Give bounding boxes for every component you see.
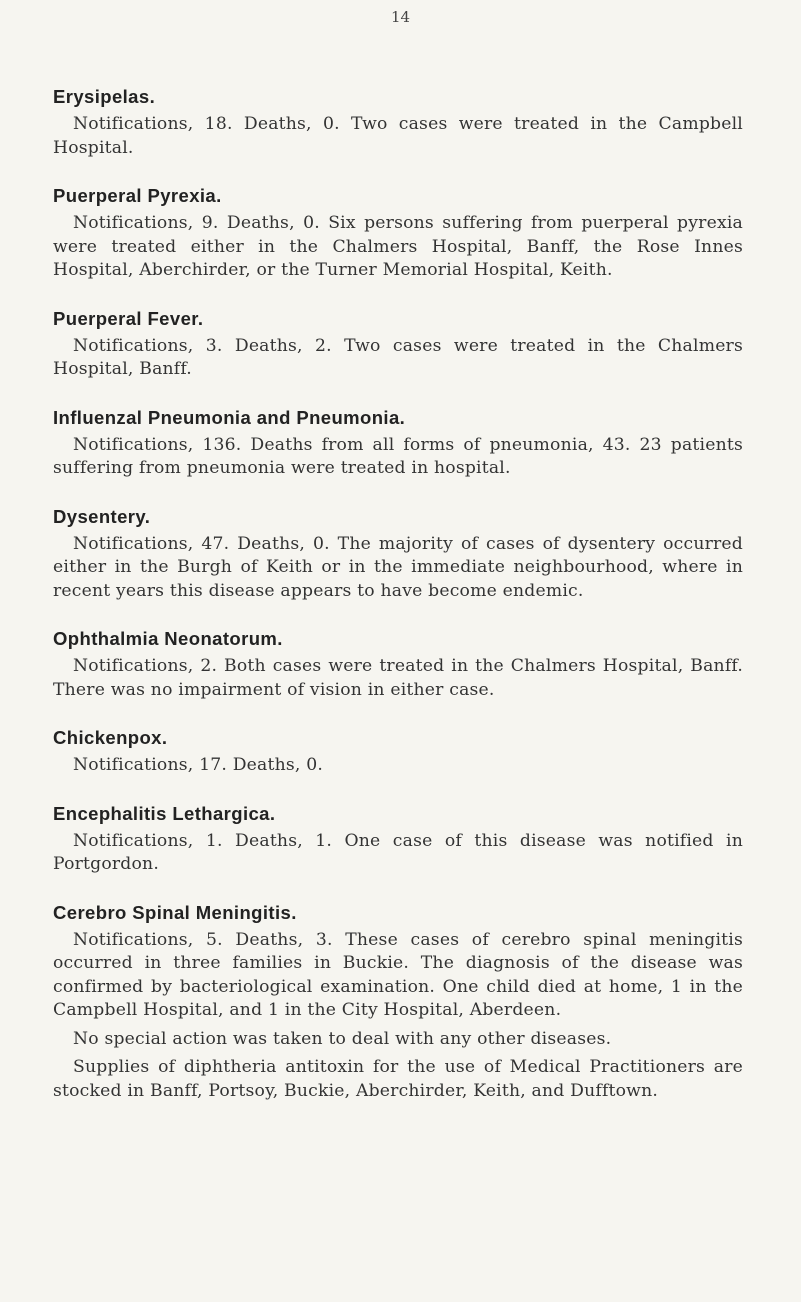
section-paragraph: Notifications, 18. Deaths, 0. Two cases were treated in the Campbell Hospital. (53, 114, 743, 158)
section-cerebro-spinal-meningitis (53, 901, 743, 1104)
section-heading: Chickenpox. (53, 727, 168, 748)
section-heading: Erysipelas. (53, 86, 156, 107)
section-paragraph: Notifications, 136. Deaths from all forms of pneumonia, 43. 23 patients suffering from pneumonia were treated in hospital. (53, 434, 743, 478)
section-chickenpox (53, 726, 743, 778)
section-heading: Ophthalmia Neonatorum. (53, 628, 283, 649)
section-paragraph: Notifications, 1. Deaths, 1. One case of this disease was notified in Portgordon. (53, 830, 743, 874)
section-paragraph: Notifications, 9. Deaths, 0. Six persons suffering from puerperal pyrexia were treated either in the Chalmers Hospital, Banff, the Rose Innes Hospital, Aberchirder, or the Turner Memorial Hospital, Keith. (53, 213, 743, 280)
section-puerperal-pyrexia (53, 184, 743, 283)
section-dysentery (53, 505, 743, 604)
section-erysipelas (53, 85, 743, 160)
page-number: 14 (390, 8, 411, 26)
section-heading: Cerebro Spinal Meningitis. (53, 901, 297, 923)
section-paragraph: Notifications, 5. Deaths, 3. These cases of cerebro spinal meningitis occurred in three families in Buckie. The diagnosis of the disease was confirmed by bacteriological examination. One child died at home, 1 in the Campbell Hospital, and 1 in the City Hospital, Aberdeen. (53, 929, 743, 1020)
section-paragraph: No special action was taken to deal with any other diseases. (73, 1028, 612, 1049)
section-paragraph: Supplies of diphtheria antitoxin for the use of Medical Practitioners are stocked in Banff, Portsoy, Buckie, Aberchirder, Keith, and Dufftown. (53, 1057, 743, 1101)
section-pneumonia (53, 406, 743, 481)
section-heading: Influenzal Pneumonia and Pneumonia. (53, 406, 406, 428)
section-heading: Puerperal Fever. (53, 307, 204, 329)
section-encephalitis-lethargica (53, 802, 743, 877)
section-paragraph: Notifications, 3. Deaths, 2. Two cases were treated in the Chalmers Hospital, Banff. (53, 335, 743, 379)
section-paragraph: Notifications, 17. Deaths, 0. (73, 755, 324, 775)
section-puerperal-fever (53, 307, 743, 382)
section-heading: Dysentery. (53, 505, 151, 527)
section-ophthalmia-neonatorum (53, 627, 743, 702)
section-paragraph: Notifications, 2. Both cases were treated in the Chalmers Hospital, Banff. There was no impairment of vision in either case. (53, 656, 743, 700)
page-content (53, 85, 743, 1127)
section-heading: Puerperal Pyrexia. (53, 185, 222, 206)
section-paragraph: Notifications, 47. Deaths, 0. The majority of cases of dysentery occurred either in the Burgh of Keith or in the immediate neighbourhood, where in recent years this disease appears to have become endemic. (53, 533, 743, 601)
section-heading: Encephalitis Lethargica. (53, 802, 276, 824)
